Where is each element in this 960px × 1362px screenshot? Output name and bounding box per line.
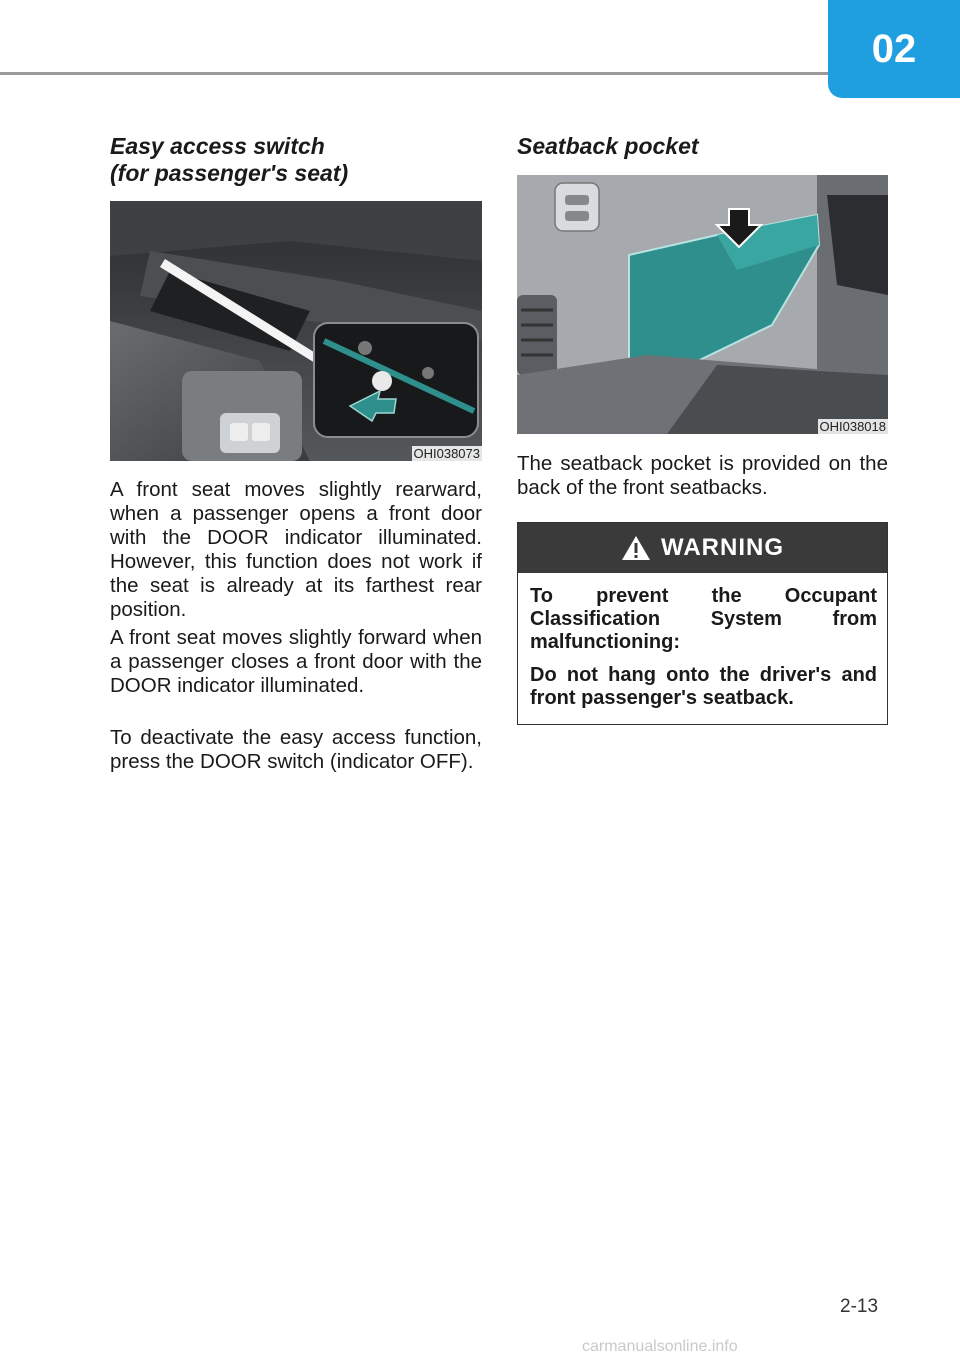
warning-box bbox=[517, 522, 888, 725]
page-number: 2-13 bbox=[840, 1296, 879, 1317]
paragraph-forward: A front seat moves slightly forward when a passenger closes a front door with the DOOR indicator illuminated. bbox=[110, 626, 482, 697]
easy-access-switch-photo bbox=[110, 201, 482, 461]
warning-header bbox=[518, 523, 887, 573]
watermark: carmanualsonline.info bbox=[582, 1338, 738, 1355]
warning-line-2: Do not hang onto the driver's and front passenger's seatback. bbox=[530, 664, 877, 709]
image-code-left: OHI038073 bbox=[413, 446, 480, 461]
section-heading-easy-access: Easy access switch (for passenger's seat) bbox=[110, 133, 349, 186]
seatback-pocket-photo bbox=[517, 175, 888, 434]
section-heading-seatback-pocket: Seatback pocket bbox=[517, 133, 699, 159]
warning-body bbox=[518, 573, 887, 710]
warning-title: WARNING bbox=[661, 534, 784, 561]
paragraph-rearward: A front seat moves slightly rearward, when a passenger opens a front door with the DOOR indicator illuminated. However, this function does not work if the seat is already at its farthest rear position. bbox=[110, 478, 482, 621]
warning-line-1: To prevent the Occupant Classification System from malfunctioning: bbox=[530, 585, 877, 653]
paragraph-deactivate: To deactivate the easy access function, press the DOOR switch (indicator OFF). bbox=[110, 726, 482, 773]
chapter-tab: 02 bbox=[828, 0, 960, 98]
paragraph-seatback: The seatback pocket is provided on the back of the front seatbacks. bbox=[517, 452, 888, 499]
image-code-right: OHI038018 bbox=[819, 419, 886, 434]
header-rule bbox=[0, 72, 828, 75]
warning-triangle-icon bbox=[621, 535, 651, 561]
